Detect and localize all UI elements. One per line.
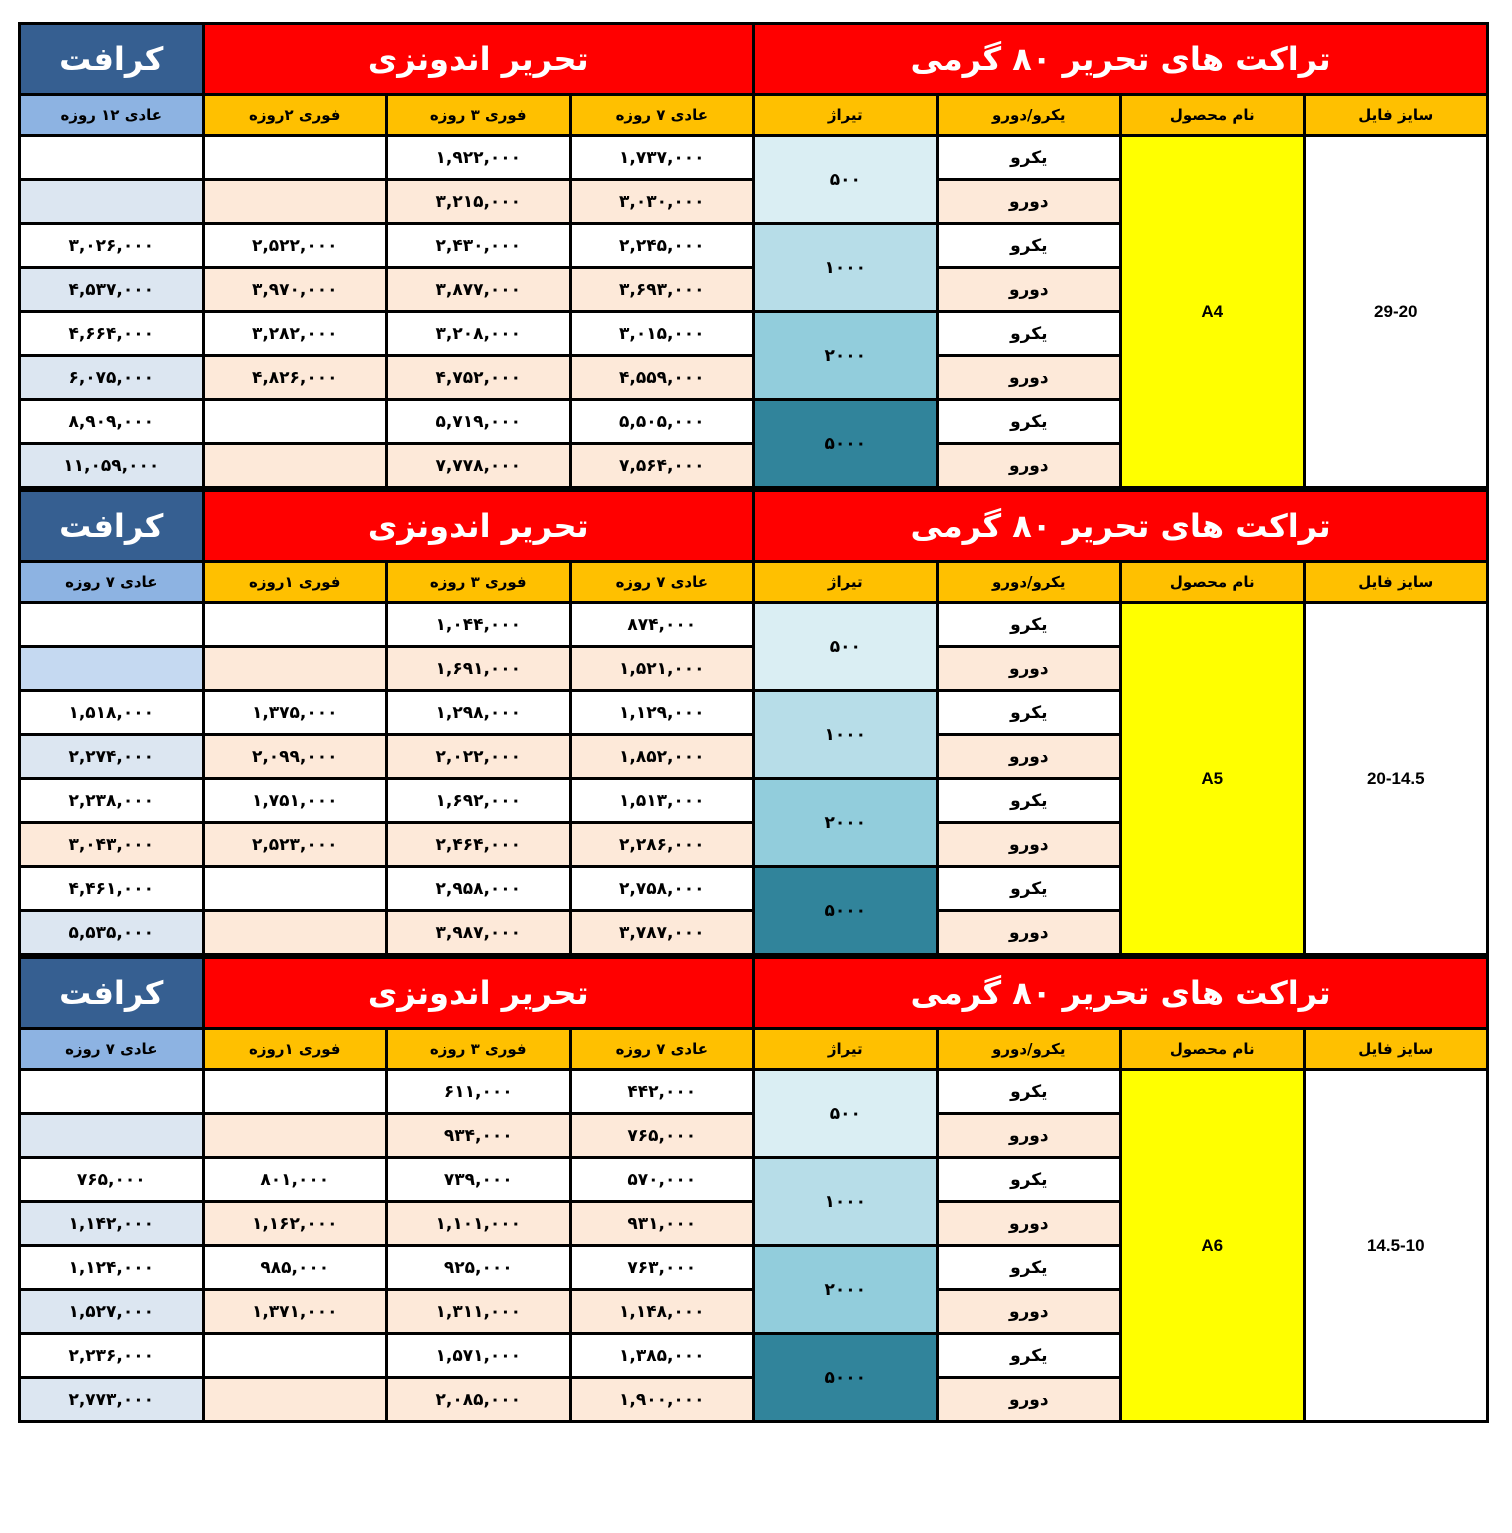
header-sides: یکرو/دورو <box>937 1029 1121 1070</box>
price-table-a4 <box>18 22 1489 489</box>
file-size-cell: 29-20 <box>1304 136 1488 488</box>
file-size-cell: 14.5-10 <box>1304 1070 1488 1422</box>
price-express-short <box>203 1378 387 1422</box>
header-file-size: سایز فایل <box>1304 1029 1488 1070</box>
sides-cell: یکرو <box>937 400 1121 444</box>
price-kraft: ۴,۴۶۱,۰۰۰ <box>20 867 204 911</box>
price-kraft: ۳,۰۲۶,۰۰۰ <box>20 224 204 268</box>
quantity-cell: ۵۰۰۰ <box>754 867 938 955</box>
price-express-3-day: ۹۳۴,۰۰۰ <box>387 1114 571 1158</box>
header-express-short: فوری ۲روزه <box>203 95 387 136</box>
price-kraft: ۵,۵۳۵,۰۰۰ <box>20 911 204 955</box>
price-express-short: ۹۸۵,۰۰۰ <box>203 1246 387 1290</box>
header-file-size: سایز فایل <box>1304 562 1488 603</box>
price-express-3-day: ۳,۲۰۸,۰۰۰ <box>387 312 571 356</box>
price-table-a5 <box>18 489 1489 956</box>
price-normal-7-day: ۲,۷۵۸,۰۰۰ <box>570 867 754 911</box>
price-express-short: ۲,۵۲۳,۰۰۰ <box>203 823 387 867</box>
price-normal-7-day: ۴۴۲,۰۰۰ <box>570 1070 754 1114</box>
quantity-cell: ۲۰۰۰ <box>754 779 938 867</box>
price-express-3-day: ۷,۷۷۸,۰۰۰ <box>387 444 571 488</box>
header-express-3-day: فوری ۳ روزه <box>387 1029 571 1070</box>
price-express-short: ۱,۷۵۱,۰۰۰ <box>203 779 387 823</box>
price-express-3-day: ۲,۰۲۲,۰۰۰ <box>387 735 571 779</box>
header-sides: یکرو/دورو <box>937 95 1121 136</box>
price-normal-7-day: ۳,۷۸۷,۰۰۰ <box>570 911 754 955</box>
header-express-3-day: فوری ۳ روزه <box>387 95 571 136</box>
sides-cell: یکرو <box>937 867 1121 911</box>
sides-cell: دورو <box>937 180 1121 224</box>
price-express-short <box>203 911 387 955</box>
price-express-short <box>203 136 387 180</box>
price-express-short: ۱,۳۷۱,۰۰۰ <box>203 1290 387 1334</box>
price-normal-7-day: ۲,۲۸۶,۰۰۰ <box>570 823 754 867</box>
price-express-3-day: ۲,۹۵۸,۰۰۰ <box>387 867 571 911</box>
price-kraft <box>20 1070 204 1114</box>
price-express-short: ۲,۰۹۹,۰۰۰ <box>203 735 387 779</box>
sides-cell: دورو <box>937 268 1121 312</box>
header-express-short: فوری ۱روزه <box>203 1029 387 1070</box>
price-express-short <box>203 867 387 911</box>
table-row <box>20 136 1488 180</box>
sides-cell: یکرو <box>937 224 1121 268</box>
price-kraft: ۲,۲۷۴,۰۰۰ <box>20 735 204 779</box>
price-express-3-day: ۱,۲۹۸,۰۰۰ <box>387 691 571 735</box>
header-kraft-normal: عادی ۱۲ روزه <box>20 95 204 136</box>
price-express-short <box>203 1114 387 1158</box>
price-express-short <box>203 180 387 224</box>
section-title-indonesia: تحریر اندونزی <box>203 958 754 1029</box>
price-normal-7-day: ۱,۹۰۰,۰۰۰ <box>570 1378 754 1422</box>
sides-cell: یکرو <box>937 1070 1121 1114</box>
price-normal-7-day: ۷۶۳,۰۰۰ <box>570 1246 754 1290</box>
price-kraft <box>20 603 204 647</box>
price-kraft: ۶,۰۷۵,۰۰۰ <box>20 356 204 400</box>
quantity-cell: ۵۰۰ <box>754 603 938 691</box>
price-normal-7-day: ۱,۳۸۵,۰۰۰ <box>570 1334 754 1378</box>
price-express-3-day: ۹۲۵,۰۰۰ <box>387 1246 571 1290</box>
sides-cell: دورو <box>937 356 1121 400</box>
price-kraft: ۲,۷۷۳,۰۰۰ <box>20 1378 204 1422</box>
price-normal-7-day: ۱,۵۱۳,۰۰۰ <box>570 779 754 823</box>
price-express-3-day: ۲,۴۶۴,۰۰۰ <box>387 823 571 867</box>
price-express-3-day: ۲,۰۸۵,۰۰۰ <box>387 1378 571 1422</box>
quantity-cell: ۵۰۰ <box>754 136 938 224</box>
price-kraft: ۳,۰۴۳,۰۰۰ <box>20 823 204 867</box>
table-row <box>20 1070 1488 1114</box>
price-kraft: ۱,۵۲۷,۰۰۰ <box>20 1290 204 1334</box>
quantity-cell: ۱۰۰۰ <box>754 691 938 779</box>
sides-cell: دورو <box>937 735 1121 779</box>
price-kraft: ۲,۲۳۶,۰۰۰ <box>20 1334 204 1378</box>
price-express-3-day: ۳,۹۸۷,۰۰۰ <box>387 911 571 955</box>
header-normal-7-day: عادی ۷ روزه <box>570 562 754 603</box>
price-normal-7-day: ۳,۰۳۰,۰۰۰ <box>570 180 754 224</box>
sides-cell: دورو <box>937 1114 1121 1158</box>
price-express-short <box>203 603 387 647</box>
sides-cell: دورو <box>937 647 1121 691</box>
price-list <box>18 22 1486 1423</box>
price-express-short <box>203 444 387 488</box>
product-name-cell: A5 <box>1121 603 1305 955</box>
price-normal-7-day: ۵,۵۰۵,۰۰۰ <box>570 400 754 444</box>
section-title-kraft: کرافت <box>20 24 204 95</box>
product-name-cell: A4 <box>1121 136 1305 488</box>
quantity-cell: ۲۰۰۰ <box>754 312 938 400</box>
price-normal-7-day: ۷,۵۶۴,۰۰۰ <box>570 444 754 488</box>
price-kraft: ۴,۵۳۷,۰۰۰ <box>20 268 204 312</box>
price-express-3-day: ۳,۲۱۵,۰۰۰ <box>387 180 571 224</box>
price-express-3-day: ۱,۹۲۲,۰۰۰ <box>387 136 571 180</box>
file-size-cell: 20-14.5 <box>1304 603 1488 955</box>
price-kraft <box>20 180 204 224</box>
price-normal-7-day: ۱,۱۴۸,۰۰۰ <box>570 1290 754 1334</box>
price-express-3-day: ۱,۳۱۱,۰۰۰ <box>387 1290 571 1334</box>
price-normal-7-day: ۳,۰۱۵,۰۰۰ <box>570 312 754 356</box>
header-kraft-normal: عادی ۷ روزه <box>20 562 204 603</box>
quantity-cell: ۱۰۰۰ <box>754 1158 938 1246</box>
sides-cell: یکرو <box>937 1334 1121 1378</box>
header-express-short: فوری ۱روزه <box>203 562 387 603</box>
header-express-3-day: فوری ۳ روزه <box>387 562 571 603</box>
price-express-short <box>203 647 387 691</box>
quantity-cell: ۲۰۰۰ <box>754 1246 938 1334</box>
sides-cell: دورو <box>937 1290 1121 1334</box>
price-normal-7-day: ۱,۵۲۱,۰۰۰ <box>570 647 754 691</box>
section-title-indonesia: تحریر اندونزی <box>203 24 754 95</box>
price-express-short <box>203 1334 387 1378</box>
price-normal-7-day: ۹۳۱,۰۰۰ <box>570 1202 754 1246</box>
price-express-short: ۳,۲۸۲,۰۰۰ <box>203 312 387 356</box>
section-title-kraft: کرافت <box>20 958 204 1029</box>
price-express-3-day: ۱,۶۹۱,۰۰۰ <box>387 647 571 691</box>
quantity-cell: ۵۰۰۰ <box>754 1334 938 1422</box>
price-normal-7-day: ۱,۷۳۷,۰۰۰ <box>570 136 754 180</box>
header-quantity: تیراژ <box>754 1029 938 1070</box>
header-normal-7-day: عادی ۷ روزه <box>570 95 754 136</box>
product-name-cell: A6 <box>1121 1070 1305 1422</box>
header-kraft-normal: عادی ۷ روزه <box>20 1029 204 1070</box>
sides-cell: یکرو <box>937 603 1121 647</box>
price-normal-7-day: ۷۶۵,۰۰۰ <box>570 1114 754 1158</box>
header-product-name: نام محصول <box>1121 1029 1305 1070</box>
price-express-short: ۱,۳۷۵,۰۰۰ <box>203 691 387 735</box>
price-normal-7-day: ۱,۸۵۲,۰۰۰ <box>570 735 754 779</box>
section-title-kraft: کرافت <box>20 491 204 562</box>
price-kraft <box>20 647 204 691</box>
price-express-3-day: ۱,۵۷۱,۰۰۰ <box>387 1334 571 1378</box>
price-express-3-day: ۱,۰۴۴,۰۰۰ <box>387 603 571 647</box>
price-normal-7-day: ۳,۶۹۳,۰۰۰ <box>570 268 754 312</box>
price-express-short <box>203 1070 387 1114</box>
price-kraft: ۷۶۵,۰۰۰ <box>20 1158 204 1202</box>
quantity-cell: ۵۰۰۰ <box>754 400 938 488</box>
price-normal-7-day: ۸۷۴,۰۰۰ <box>570 603 754 647</box>
price-express-3-day: ۵,۷۱۹,۰۰۰ <box>387 400 571 444</box>
sides-cell: یکرو <box>937 312 1121 356</box>
price-kraft: ۱,۱۲۴,۰۰۰ <box>20 1246 204 1290</box>
sides-cell: دورو <box>937 823 1121 867</box>
price-kraft <box>20 136 204 180</box>
price-kraft <box>20 1114 204 1158</box>
price-express-short: ۲,۵۲۲,۰۰۰ <box>203 224 387 268</box>
price-express-3-day: ۱,۱۰۱,۰۰۰ <box>387 1202 571 1246</box>
sides-cell: دورو <box>937 1202 1121 1246</box>
price-express-3-day: ۳,۸۷۷,۰۰۰ <box>387 268 571 312</box>
section-title-paper: تراکت های تحریر ۸۰ گرمی <box>754 24 1488 95</box>
sides-cell: یکرو <box>937 136 1121 180</box>
sides-cell: یکرو <box>937 779 1121 823</box>
section-title-paper: تراکت های تحریر ۸۰ گرمی <box>754 491 1488 562</box>
sides-cell: یکرو <box>937 1158 1121 1202</box>
table-row <box>20 603 1488 647</box>
sides-cell: دورو <box>937 444 1121 488</box>
header-sides: یکرو/دورو <box>937 562 1121 603</box>
price-express-3-day: ۲,۴۳۰,۰۰۰ <box>387 224 571 268</box>
sides-cell: یکرو <box>937 1246 1121 1290</box>
price-kraft: ۱,۱۴۲,۰۰۰ <box>20 1202 204 1246</box>
price-normal-7-day: ۵۷۰,۰۰۰ <box>570 1158 754 1202</box>
header-quantity: تیراژ <box>754 95 938 136</box>
price-kraft: ۸,۹۰۹,۰۰۰ <box>20 400 204 444</box>
price-table-a6 <box>18 956 1489 1423</box>
header-file-size: سایز فایل <box>1304 95 1488 136</box>
sides-cell: دورو <box>937 911 1121 955</box>
price-express-short: ۳,۹۷۰,۰۰۰ <box>203 268 387 312</box>
quantity-cell: ۵۰۰ <box>754 1070 938 1158</box>
header-quantity: تیراژ <box>754 562 938 603</box>
sides-cell: دورو <box>937 1378 1121 1422</box>
price-kraft: ۴,۶۶۴,۰۰۰ <box>20 312 204 356</box>
price-normal-7-day: ۱,۱۲۹,۰۰۰ <box>570 691 754 735</box>
sides-cell: یکرو <box>937 691 1121 735</box>
price-kraft: ۱۱,۰۵۹,۰۰۰ <box>20 444 204 488</box>
section-title-indonesia: تحریر اندونزی <box>203 491 754 562</box>
price-express-3-day: ۷۳۹,۰۰۰ <box>387 1158 571 1202</box>
price-express-short <box>203 400 387 444</box>
header-normal-7-day: عادی ۷ روزه <box>570 1029 754 1070</box>
price-express-short: ۴,۸۲۶,۰۰۰ <box>203 356 387 400</box>
price-express-3-day: ۱,۶۹۲,۰۰۰ <box>387 779 571 823</box>
price-normal-7-day: ۲,۲۴۵,۰۰۰ <box>570 224 754 268</box>
price-express-3-day: ۶۱۱,۰۰۰ <box>387 1070 571 1114</box>
price-express-short: ۸۰۱,۰۰۰ <box>203 1158 387 1202</box>
quantity-cell: ۱۰۰۰ <box>754 224 938 312</box>
price-kraft: ۱,۵۱۸,۰۰۰ <box>20 691 204 735</box>
price-express-short: ۱,۱۶۲,۰۰۰ <box>203 1202 387 1246</box>
price-normal-7-day: ۴,۵۵۹,۰۰۰ <box>570 356 754 400</box>
price-kraft: ۲,۲۳۸,۰۰۰ <box>20 779 204 823</box>
header-product-name: نام محصول <box>1121 562 1305 603</box>
section-title-paper: تراکت های تحریر ۸۰ گرمی <box>754 958 1488 1029</box>
price-express-3-day: ۴,۷۵۲,۰۰۰ <box>387 356 571 400</box>
header-product-name: نام محصول <box>1121 95 1305 136</box>
